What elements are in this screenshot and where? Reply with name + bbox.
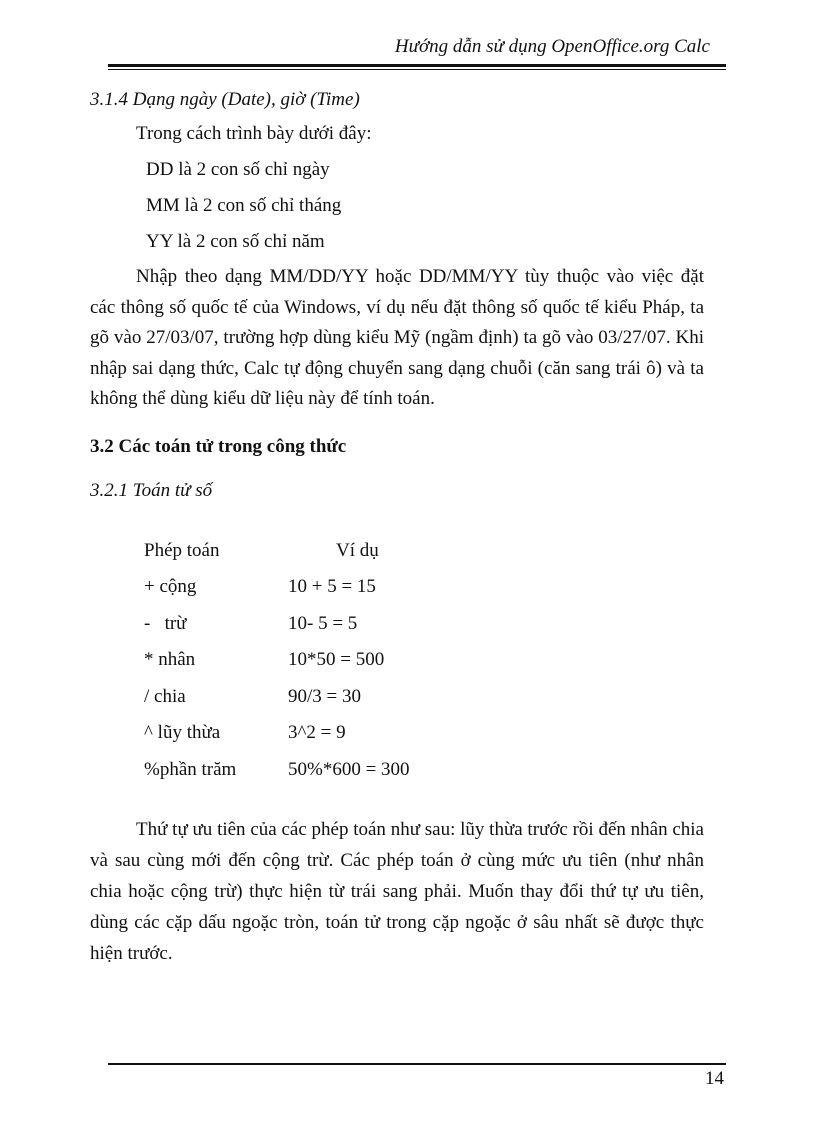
page-content [90, 88, 704, 969]
precedence-paragraph: Thứ tự ưu tiên của các phép toán như sau: lũy thừa trước rồi đến nhân chia và sau cùng mới đến cộng trừ. Các phép toán ở cùng mức ưu tiên (như nhân chia hoặc cộng trừ) thực hiện từ trái sang phải. Muốn thay đổi thứ tự ưu tiên, dùng các cặp dấu ngoặc tròn, toán tử trong cặp ngoặc ở sâu nhất sẽ được thực hiện trước. [90, 819, 704, 964]
section-heading-3-2: 3.2 Các toán tử trong công thức [90, 435, 347, 457]
operator-table-header [144, 533, 704, 570]
operator-cell: * nhân [144, 649, 196, 670]
operator-cell: + cộng [144, 576, 197, 597]
section-heading-3-1-4: 3.1.4 Dạng ngày (Date), giờ (Time) [90, 89, 360, 110]
example-cell: 10 + 5 = 15 [288, 576, 376, 597]
operator-cell: %phần trăm [144, 758, 237, 780]
operator-cell: ^ lũy thừa [144, 722, 221, 743]
table-row [144, 679, 704, 716]
example-cell: 3^2 = 9 [288, 722, 346, 743]
operator-cell: - trừ [144, 612, 187, 634]
page-header-title: Hướng dẫn sử dụng OpenOffice.org Calc [394, 36, 710, 57]
table-row [144, 606, 704, 643]
table-row [144, 569, 704, 606]
def-yy: YY là 2 con số chỉ năm [146, 231, 325, 252]
def-mm: MM là 2 con số chỉ tháng [146, 195, 342, 216]
footer-rule [108, 1063, 726, 1065]
table-row [144, 715, 704, 752]
header-rule [108, 64, 726, 67]
example-cell: 50%*600 = 300 [288, 758, 410, 780]
header-rule-thin [108, 69, 726, 70]
table-row [144, 642, 704, 679]
section-heading-3-2-1: 3.2.1 Toán tử số [90, 479, 213, 501]
col-header-example: Ví dụ [336, 539, 379, 561]
operator-cell: / chia [144, 685, 186, 707]
example-cell: 90/3 = 30 [288, 685, 361, 707]
def-dd: DD là 2 con số chỉ ngày [146, 159, 330, 180]
page-number: 14 [705, 1068, 724, 1089]
intro-text: Trong cách trình bày dưới đây: [136, 123, 372, 144]
table-row [144, 752, 704, 789]
date-paragraph: Nhập theo dạng MM/DD/YY hoặc DD/MM/YY tùy thuộc vào việc đặt các thông số quốc tế của Windows, ví dụ nếu đặt thông số quốc tế kiểu Pháp, ta gõ vào 27/03/07, trường hợp dùng kiểu Mỹ (ngầm định) ta gõ vào 03/27/07. Khi nhập sai dạng thức, Calc tự động chuyển sang dạng chuỗi (căn sang trái ô) và ta không thể dùng kiểu dữ liệu này để tính toán. [90, 266, 704, 409]
example-cell: 10*50 = 500 [288, 649, 385, 670]
col-header-operation: Phép toán [144, 539, 220, 561]
operator-table [144, 533, 704, 789]
example-cell: 10- 5 = 5 [288, 612, 358, 634]
